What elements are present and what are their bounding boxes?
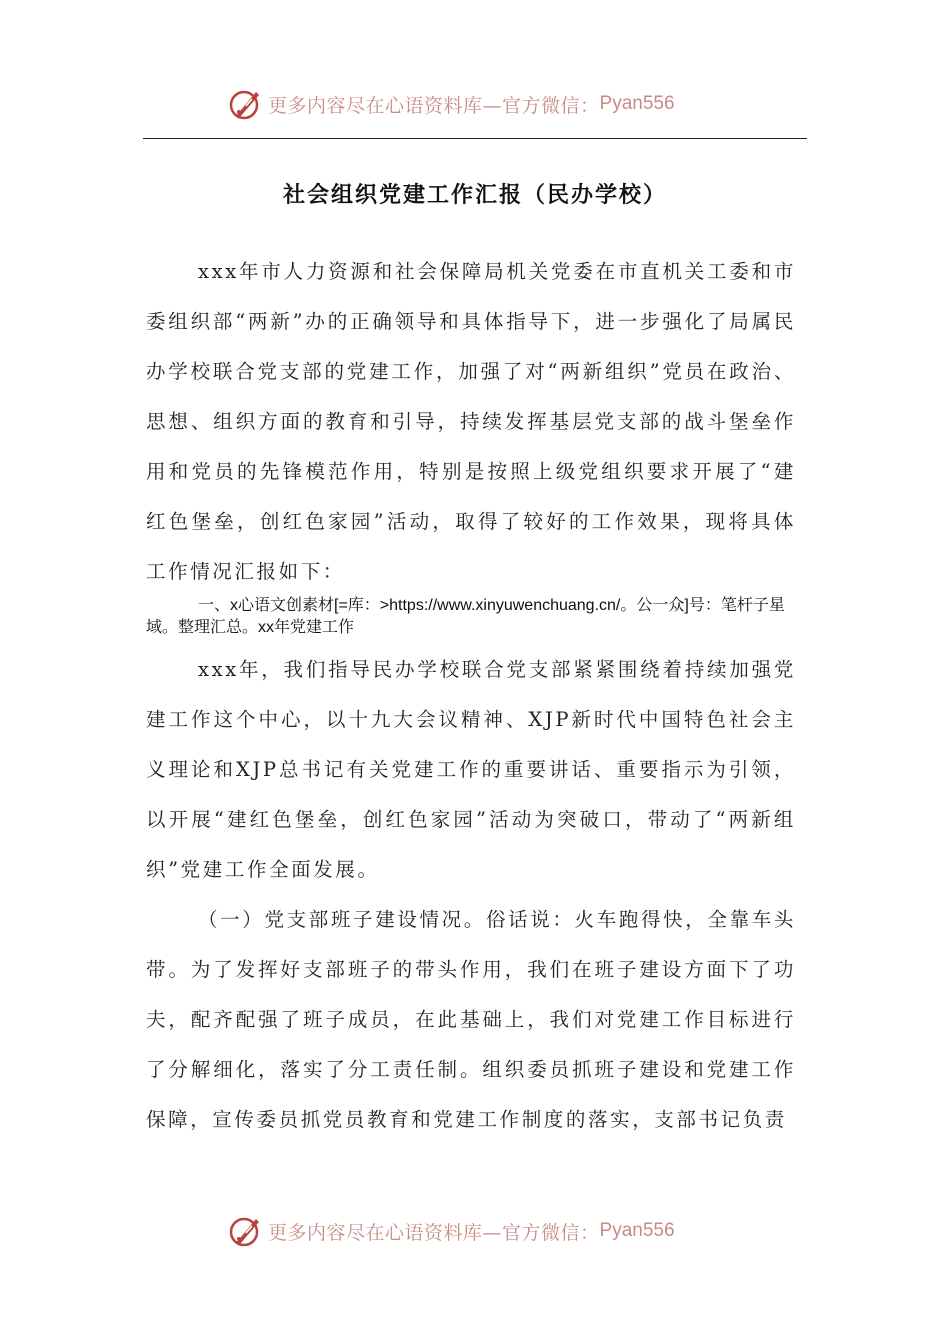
document-title: 社会组织党建工作汇报（民办学校） (282, 182, 667, 208)
overview-paragraph: xxx年，我们指导民办学校联合党支部紧紧围绕着持续加强党建工作这个中心，以十九大会议精神、XJP新时代中国特色社会主义理论和XJP总书记有关党建工作的重要讲话、重要指示为引领，以开展“建红色堡垒，创红色家园”活动为突破口，带动了“两新组织”党建工作全面发展。 (146, 658, 796, 881)
section-heading: 一、x心语文创素材[=库：>https://www.xinyuwenchuang.cn/。公一众]号：笔杆子星域。整理汇总。xx年党建工作 (146, 597, 785, 636)
quill-logo-icon (228, 1213, 264, 1249)
header-banner-contact: Pyan556 (599, 93, 675, 114)
header-divider (143, 138, 807, 139)
quill-logo-icon (228, 86, 264, 122)
footer-banner-contact: Pyan556 (599, 1220, 675, 1241)
footer-watermark-banner (228, 1211, 728, 1251)
header-watermark-banner (228, 84, 728, 124)
footer-banner-text: 更多内容尽在心语资料库—官方微信： (268, 1221, 600, 1244)
intro-paragraph: xxx年市人力资源和社会保障局机关党委在市直机关工委和市委组织部“两新”办的正确领导和具体指导下，进一步强化了局属民办学校联合党支部的党建工作，加强了对“两新组织”党员在政治、思想、组织方面的教育和引导，持续发挥基层党支部的战斗堡垒作用和党员的先锋模范作用，特别是按照上级党组织要求开展了“建红色堡垒，创红色家园”活动，取得了较好的工作效果，现将具体工作情况汇报如下： (146, 260, 796, 583)
team-building-paragraph: （一）党支部班子建设情况。俗话说：火车跑得快，全靠车头带。为了发挥好支部班子的带头作用，我们在班子建设方面下了功夫，配齐配强了班子成员，在此基础上，我们对党建工作目标进行了分解细化，落实了分工责任制。组织委员抓班子建设和党建工作保障，宣传委员抓党员教育和党建工作制度的落实，支部书记负责 (146, 908, 796, 1131)
header-banner-text: 更多内容尽在心语资料库—官方微信： (268, 94, 600, 117)
